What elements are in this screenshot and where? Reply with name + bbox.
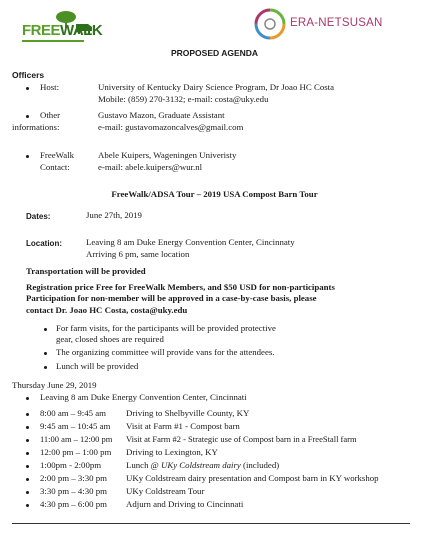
host-line-1: University of Kentucky Dairy Science Program, Dr Joao HC Costa bbox=[98, 82, 334, 92]
schedule-activity: Driving to Lexington, KY bbox=[126, 447, 218, 457]
schedule-time: 8:00 am – 9:45 am bbox=[40, 408, 106, 418]
schedule-time: 1:00pm - 2:00pm bbox=[40, 460, 102, 470]
registration-line-1: Registration price Free for FreeWalk Members, and $50 USD for non-participants bbox=[26, 282, 335, 292]
dates-value: June 27th, 2019 bbox=[86, 210, 142, 220]
bullet bbox=[44, 366, 47, 369]
bullet bbox=[26, 478, 29, 481]
lunch-label: Lunch @ bbox=[126, 460, 161, 470]
page-title: PROPOSED AGENDA bbox=[170, 48, 259, 58]
registration-line-3: contact Dr. Joao HC Costa, costa@uky.edu bbox=[26, 305, 188, 315]
schedule-time: 3:30 pm – 4:30 pm bbox=[40, 486, 107, 496]
era-net-circle-icon bbox=[252, 6, 288, 42]
freewalk-logo-text-bold: WALK bbox=[60, 22, 103, 39]
registration-line-2: Participation for non-member will be approved in a case-by-case basis, please bbox=[26, 293, 317, 303]
bullet bbox=[44, 352, 47, 355]
schedule-time: 2:00 pm – 3:30 pm bbox=[40, 473, 107, 483]
bullet bbox=[26, 115, 29, 118]
transportation-note: Transportation will be provided bbox=[26, 266, 146, 276]
location-line-2: Arriving 6 pm, same location bbox=[86, 249, 190, 259]
bullet bbox=[26, 465, 29, 468]
schedule-activity: Visit at Farm #1 - Compost barn bbox=[126, 421, 240, 431]
schedule-activity: UKy Coldstream dairy presentation and Compost barn in KY workshop bbox=[126, 473, 379, 483]
bullet bbox=[26, 439, 29, 442]
tour-title: FreeWalk/ADSA Tour – 2019 USA Compost Barn Tour bbox=[111, 189, 318, 199]
lunch-venue: UKy Coldstream dairy bbox=[160, 460, 241, 470]
schedule-activity: Driving to Shelbyville County, KY bbox=[126, 408, 250, 418]
location-line-1: Leaving 8 am Duke Energy Convention Center, Cincinnaty bbox=[86, 237, 295, 247]
schedule-activity: Visit at Farm #2 - Strategic use of Compost barn in a FreeStall farm bbox=[126, 434, 357, 444]
freewalk-contact-line-2: e-mail: abele.kuipers@wur.nl bbox=[98, 162, 203, 172]
freewalk-logo-underline bbox=[22, 40, 84, 42]
freewalk-contact-label-2: Contact: bbox=[40, 162, 70, 172]
schedule-activity: Adjurn and Driving to Cincinnati bbox=[126, 499, 244, 509]
day-heading: Thursday June 29, 2019 bbox=[12, 380, 97, 390]
officers-heading: Officers bbox=[12, 70, 45, 80]
schedule-activity-lunch bbox=[126, 460, 279, 471]
schedule-time: 9:45 am – 10:45 am bbox=[40, 421, 111, 431]
schedule-time: 11:00 am – 12:00 pm bbox=[40, 434, 113, 444]
era-net-susan-logo bbox=[252, 6, 417, 42]
bullet bbox=[44, 328, 47, 331]
day-leaving: Leaving 8 am Duke Energy Convention Center, Cincinnati bbox=[40, 392, 247, 402]
note-farm-line-1: For farm visits, for the participants will be provided protective bbox=[56, 323, 276, 333]
other-label-1: Other bbox=[40, 110, 61, 120]
bullet bbox=[26, 426, 29, 429]
freewalk-logo-text: FREE bbox=[22, 22, 61, 39]
freewalk-logo bbox=[22, 10, 103, 42]
freewalk-contact-line-1: Abele Kuipers, Wageningen Univeristy bbox=[98, 150, 237, 160]
schedule-time: 4:30 pm – 6:00 pm bbox=[40, 499, 107, 509]
other-label-2: informations: bbox=[12, 122, 60, 132]
schedule-activity: UKy Coldstream Tour bbox=[126, 486, 205, 496]
bullet bbox=[26, 452, 29, 455]
bullet bbox=[26, 397, 29, 400]
other-line-2: e-mail: gustavomazoncalves@gmail.com bbox=[98, 122, 244, 132]
dates-label: Dates: bbox=[26, 212, 51, 221]
bottom-rule bbox=[12, 523, 410, 524]
freewalk-contact-label-1: FreeWalk bbox=[40, 150, 74, 160]
schedule-time: 12:00 pm – 1:00 pm bbox=[40, 447, 112, 457]
note-lunch: Lunch will be provided bbox=[56, 361, 139, 371]
era-net-logo-text: ERA-NETSUSAN bbox=[290, 17, 383, 29]
bullet bbox=[26, 413, 29, 416]
bullet bbox=[26, 491, 29, 494]
location-label: Location: bbox=[26, 239, 62, 248]
note-farm-line-2: gear, closed shoes are required bbox=[56, 334, 164, 344]
bullet bbox=[26, 504, 29, 507]
bullet bbox=[26, 87, 29, 90]
lunch-included: (included) bbox=[240, 460, 280, 470]
bullet bbox=[26, 155, 29, 158]
note-vans: The organizing committee will provide vans for the attendees. bbox=[56, 347, 275, 357]
host-line-2: Mobile: (859) 270-3132; e-mail: costa@uky.edu bbox=[98, 94, 269, 104]
other-line-1: Gustavo Mazon, Graduate Assistant bbox=[98, 110, 225, 120]
host-label: Host: bbox=[40, 82, 60, 92]
